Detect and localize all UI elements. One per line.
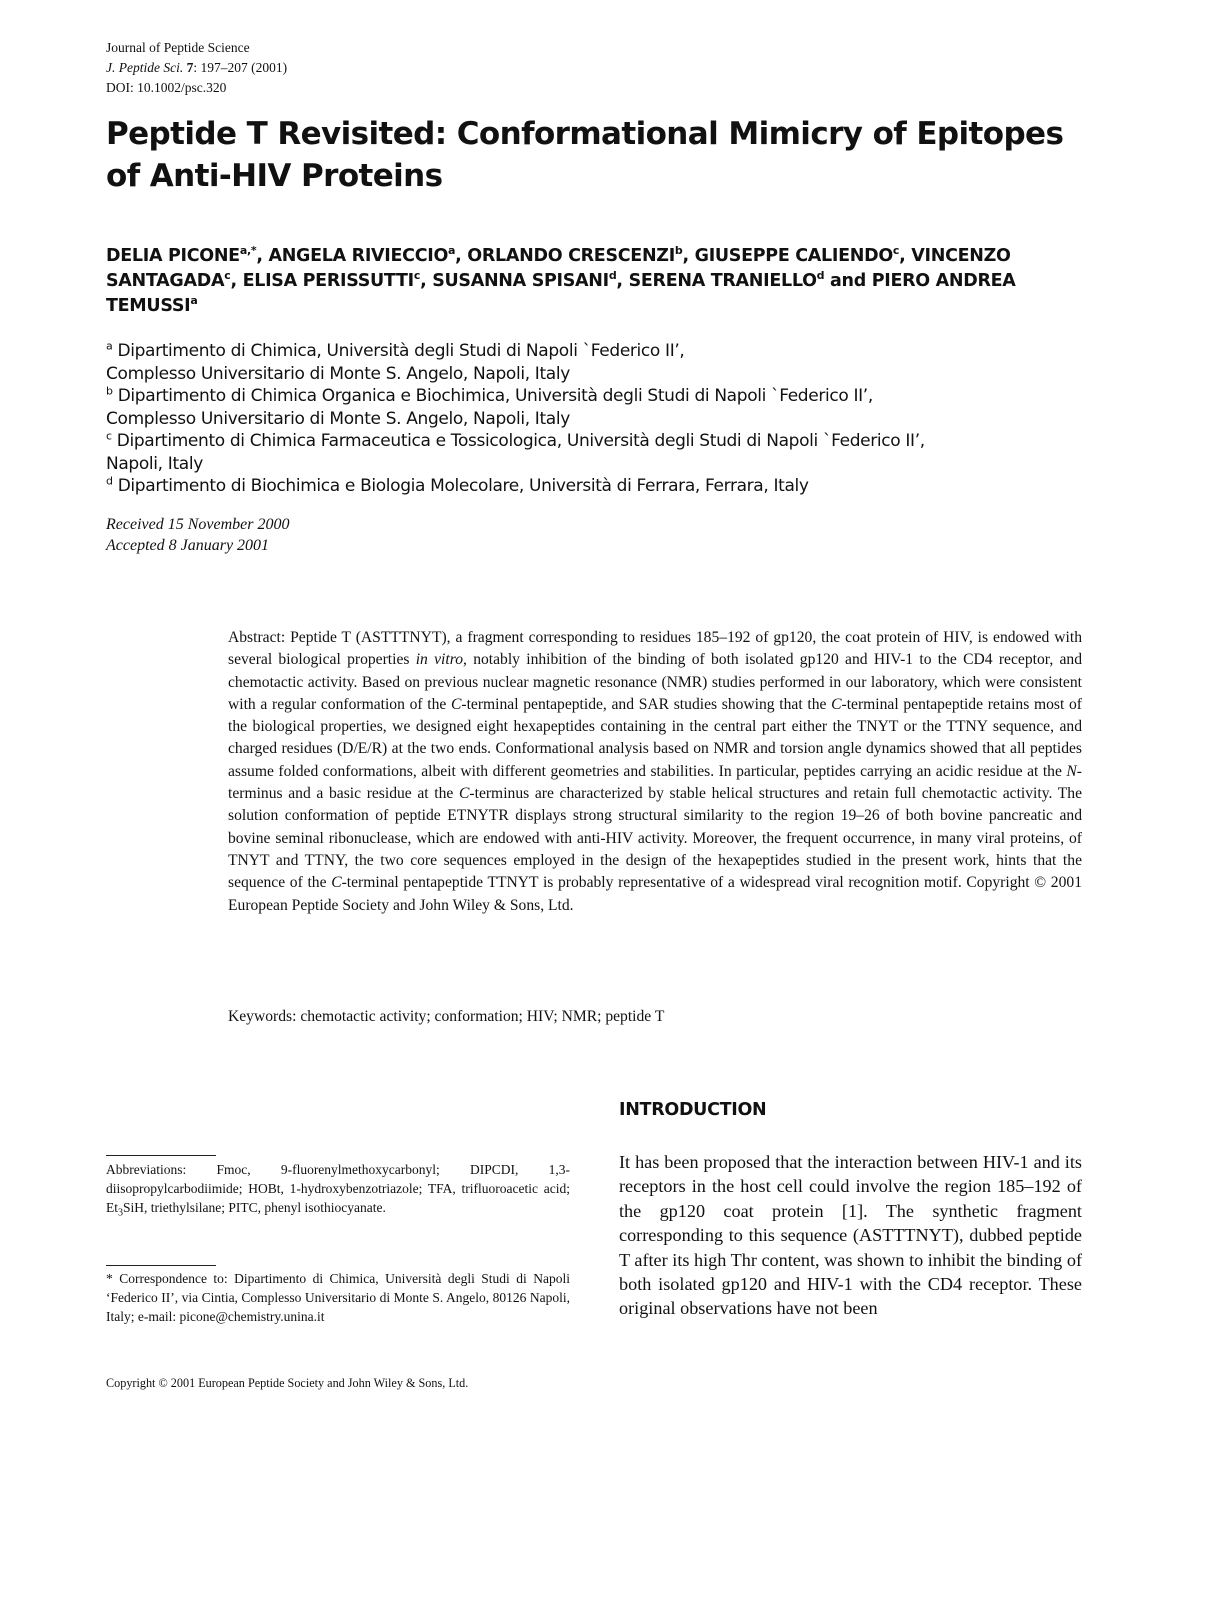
correspondence-footnote: * Correspondence to: Dipartimento di Chimica, Università degli Studi di Napoli ‘Federico II’, via Cintia, Complesso Universitario di Monte S. Angelo, 80126 Napoli, Italy; e-mail: picone@chemistry.unina.it — [106, 1271, 570, 1325]
received-date: Received 15 November 2000 — [106, 516, 290, 533]
affiliation-c-cont: Napoli, Italy — [106, 453, 203, 474]
author-affiliation-mark: a — [190, 294, 198, 308]
journal-volume: 7 — [186, 60, 194, 75]
author-affiliation-mark: d — [608, 269, 617, 283]
abstract: Abstract: Peptide T (ASTTTNYT), a fragment corresponding to residues 185–192 of gp120, the coat protein of HIV, is endowed with several biological properties in vitro, notably inhibition of the binding of both isolated gp120 and HIV-1 to the CD4 receptor, and chemotactic activity. Based on previous nuclear magnetic resonance (NMR) studies performed in our laboratory, which were consistent with a regular conformation of the C-terminal pentapeptide, and SAR studies showing that the C-terminal pentapeptide retains most of the biological properties, we designed eight hexapeptides containing in the central part either the TNYT or the TTNY sequence, and charged residues (D/E/R) at the two ends. Conformational analysis based on NMR and torsion angle dynamics showed that all peptides assume folded conformations, albeit with different geometries and stabilities. In particular, peptides carrying an acidic residue at the N-terminus and a basic residue at the C-terminus are characterized by stable helical structures and retain full chemotactic activity. The solution conformation of peptide ETNYTR displays strong structural similarity to the region 19–26 of both bovine pancreatic and bovine seminal ribonuclease, which are endowed with anti-HIV activity. Moreover, the frequent occurrence, in many viral proteins, of TNYT and TTNY, the two core sequences employed in the design of the hexapeptides studied in the present work, hints that the sequence of the C-terminal pentapeptide TTNYT is probably representative of a widespread viral recognition motif. Copyright © 2001 European Peptide Society and John Wiley & Sons, Ltd. — [228, 629, 1083, 914]
abbreviations-footnote: Abbreviations: Fmoc, 9-fluorenylmethoxycarbonyl; DIPCDI, 1,3-diisopropylcarbodiimide; HOBt, 1-hydroxybenzotriazole; TFA, trifluoroacetic acid; $Et_3SiH$, triethylsilane; PITC, phenyl isothiocyanate. — [106, 1162, 570, 1220]
author-affiliation-mark: d — [816, 269, 825, 283]
journal-citation — [106, 58, 287, 78]
affiliation-a: $^a$ Dipartimento di Chimica, Università degli Studi di Napoli `Federico II’, — [106, 339, 685, 361]
affiliation-a-cont: Complesso Universitario di Monte S. Angelo, Napoli, Italy — [106, 363, 570, 384]
author-affiliation-mark: a — [448, 244, 456, 258]
journal-pages-year: : 197–207 (2001) — [193, 60, 288, 75]
author-name: SUSANNA SPISANI — [432, 271, 609, 291]
paper-title: Peptide T Revisited: Conformational Mimicry of Epitopes of Anti-HIV Proteins — [106, 116, 1064, 194]
author-name: ORLANDO CRESCENZI — [467, 246, 675, 266]
author-name: GIUSEPPE CALIENDO — [694, 246, 893, 266]
author-affiliation-mark: c — [413, 269, 421, 283]
author-name: VINCENZO SANTAGADA — [106, 246, 1011, 291]
author-name: ELISA PERISSUTTI — [242, 271, 414, 291]
affiliation-c: $^c$ Dipartimento di Chimica Farmaceutica e Tossicologica, Università degli Studi di Napoli `Federico II’, — [106, 429, 925, 451]
footnote-rule — [106, 1265, 216, 1266]
author-affiliation-mark: c — [892, 244, 900, 258]
author-affiliation-mark: b — [674, 244, 683, 258]
copyright-notice: Copyright © 2001 European Peptide Society and John Wiley & Sons, Ltd. — [106, 1376, 469, 1390]
affiliation-b-cont: Complesso Universitario di Monte S. Angelo, Napoli, Italy — [106, 408, 570, 429]
journal-header — [106, 38, 287, 98]
journal-name: Journal of Peptide Science — [106, 40, 250, 55]
accepted-date: Accepted 8 January 2001 — [106, 537, 270, 554]
author-affiliation-mark: a,* — [239, 244, 257, 258]
affiliation-b: $^b$ Dipartimento di Chimica Organica e Biochimica, Università degli Studi di Napoli `Federico II’, — [106, 384, 873, 406]
author-name: PIERO ANDREA TEMUSSI — [106, 271, 1016, 316]
author-affiliation-mark: c — [224, 269, 231, 283]
keywords: Keywords: chemotactic activity; conformation; HIV; NMR; peptide T — [228, 1008, 665, 1025]
affiliation-d: $^d$ Dipartimento di Biochimica e Biologia Molecolare, Università di Ferrara, Ferrara, Italy — [106, 474, 809, 496]
footnote-rule — [106, 1155, 216, 1156]
section-heading-introduction: INTRODUCTION — [619, 1100, 767, 1120]
author-name: ANGELA RIVIECCIO — [268, 246, 449, 266]
doi: DOI: 10.1002/psc.320 — [106, 80, 227, 95]
journal-abbrev: J. Peptide Sci. — [106, 60, 184, 75]
author-name: SERENA TRANIELLO — [628, 271, 817, 291]
affiliations — [106, 340, 1096, 498]
article-dates — [106, 514, 289, 556]
introduction-text: It has been proposed that the interaction between HIV-1 and its receptors in the host cell could involve the region 185–192 of the gp120 coat protein [1]. The synthetic fragment corresponding to this sequence (ASTTTNYT), dubbed peptide T after its high Thr content, was shown to inhibit the binding of both isolated gp120 and HIV-1 with the CD4 receptor. These original observations have not been — [619, 1152, 1082, 1319]
author-list: DELIA $PICONE^{a,*}$, ANGELA RIVIECCIO$^a$, ORLANDO CRESCENZI$^b$, GIUSEPPE CALIENDO$^c$, VINCENZO SANTAGADA$^c$, ELISA PERISSUTTI$^c$, SUSANNA SPISANI$^d$, SERENA TRANIELLO$^d$ and PIERO ANDREA TEMUSSI$^a$ — [106, 244, 1016, 316]
author-name: DELIA PICONE — [106, 246, 240, 266]
